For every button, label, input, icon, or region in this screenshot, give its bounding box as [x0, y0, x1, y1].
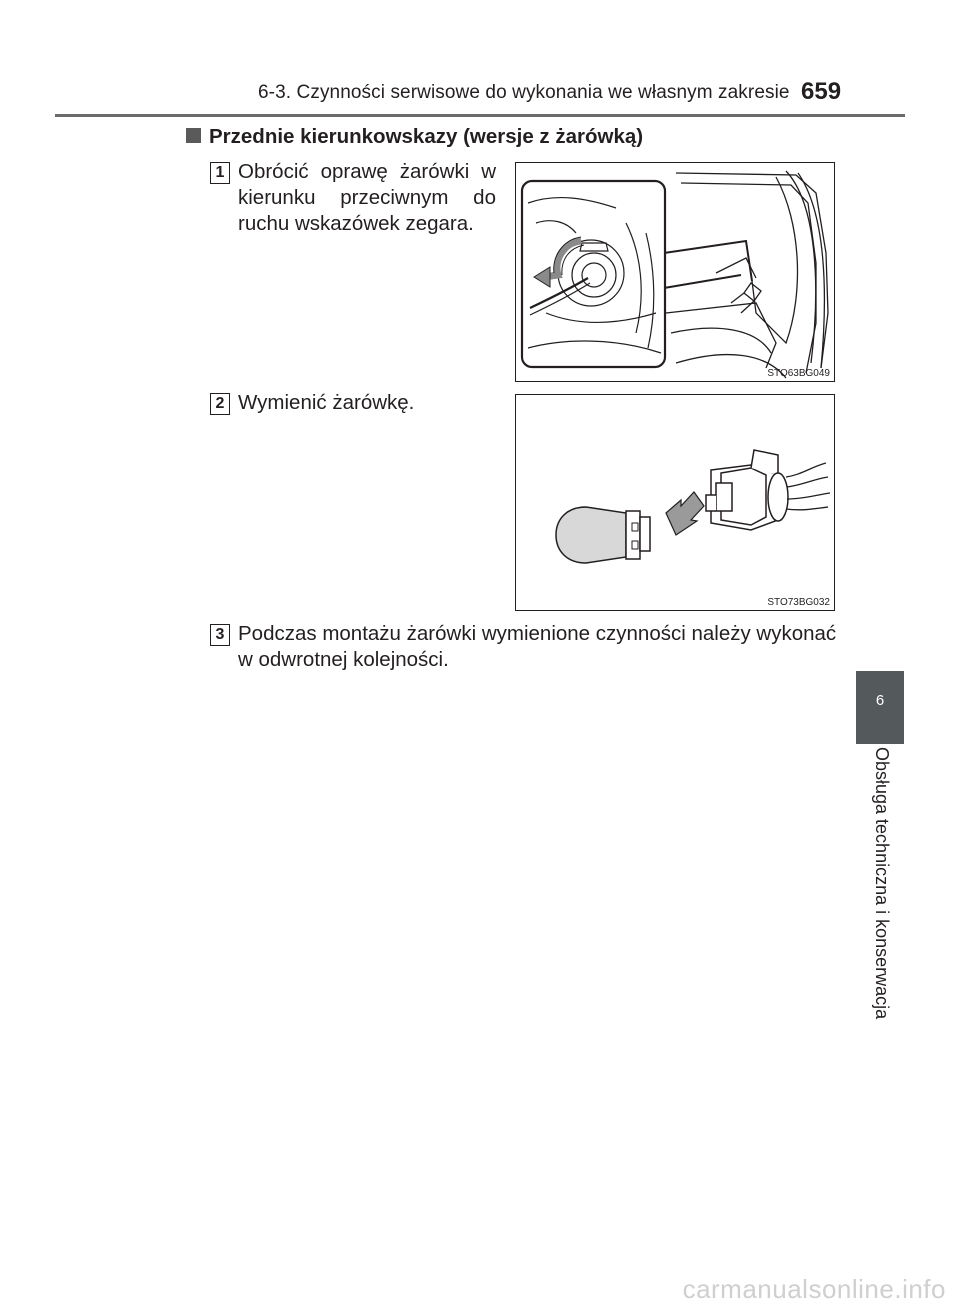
page-number: 659 [801, 78, 842, 105]
step-number-1: 1 [210, 162, 230, 184]
bulb-illustration [516, 395, 835, 611]
figure-replace-bulb [515, 394, 835, 611]
section-heading [186, 125, 643, 149]
figure-code-1: STO63BG049 [767, 368, 830, 379]
header-title: 6-3. Czynności serwisowe do wykonania we własnym zakresie [258, 82, 790, 103]
square-bullet-icon [186, 128, 201, 143]
step-text-3: Podczas montażu żarówki wymienione czynności należy wykonać w odwrotnej kolejności. [238, 622, 837, 671]
figure-turn-bulb-socket [515, 162, 835, 382]
header-rule [55, 114, 905, 117]
step-number-3: 3 [210, 624, 230, 646]
chapter-tab-label-text: Obsługa techniczna i konserwacja [872, 747, 892, 1020]
chapter-tab-label [856, 744, 904, 1054]
step-text-2: Wymienić żarówkę. [238, 391, 415, 414]
step-text-1: Obrócić oprawę żarówki w kierunku przeciwnym do ruchu wskazówek zegara. [238, 160, 496, 235]
headlight-illustration [516, 163, 835, 382]
step-number-2: 2 [210, 393, 230, 415]
section-heading-text: Przednie kierunkowskazy (wersje z żarówką) [209, 125, 644, 148]
chapter-tab-number: 6 [856, 671, 904, 744]
watermark: carmanualsonline.info [682, 1274, 946, 1304]
figure-code-2: STO73BG032 [767, 597, 830, 608]
